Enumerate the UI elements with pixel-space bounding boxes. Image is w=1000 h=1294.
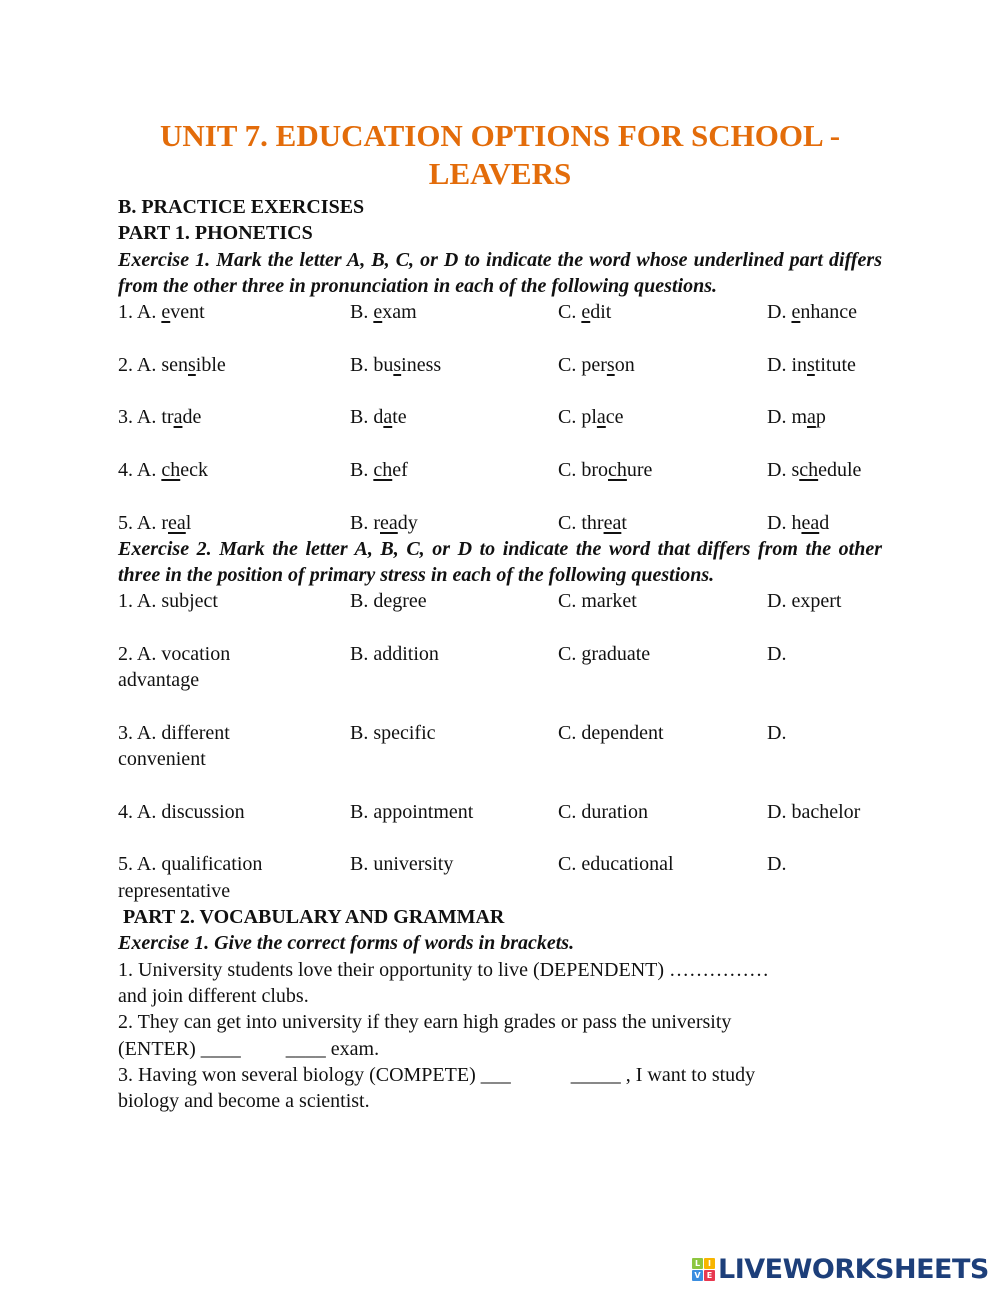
underlined-part: ch [608,458,627,481]
liveworksheets-logo [692,1254,989,1285]
option-text: B. [350,458,374,481]
question-line: 1. University students love their opportunity to live (DEPENDENT) …………… [118,958,770,981]
underlined-part: s [807,353,815,376]
answer-option [558,404,767,430]
question-line: biology and become a scientist. [118,1090,370,1113]
question-row [118,799,882,825]
answer-option: C. graduate [558,643,651,666]
answer-option [767,299,999,325]
option-text: D. h [767,511,802,534]
option-text: C. per [558,353,607,376]
logo-block: E [704,1270,715,1281]
underlined-part: ea [380,511,398,534]
logo-text: LIVEWORKSHEETS [718,1254,989,1285]
question-row [118,457,882,483]
logo-block: L [692,1258,703,1269]
answer-option [767,352,999,378]
question-row [118,588,882,614]
option-text: B. d [350,406,384,429]
answer-option: B. specific [350,721,436,744]
logo-block: I [704,1258,715,1269]
answer-option: B. university [350,853,454,876]
option-text: vent [170,301,205,324]
blank-line [118,773,882,799]
answer-option [558,510,767,536]
blank-line [118,825,882,851]
question-line: (ENTER) ____ ____ exam. [118,1037,380,1060]
underlined-part: e [791,301,801,324]
answer-option: B. addition [350,643,439,666]
answer-option [118,404,350,430]
underlined-part: s [393,353,402,376]
question-row [118,641,882,667]
underlined-part: ch [161,458,181,481]
option-text: l [185,511,192,534]
answer-option [767,510,999,536]
option-text: C. bro [558,458,608,481]
underlined-part: a [807,406,816,429]
answer-option [118,457,350,483]
option-text: B. r [350,511,380,534]
option-text: d [819,511,830,534]
wrapped-option: advantage [118,669,200,692]
answer-option: 3. A. different [118,721,230,744]
answer-option [118,352,350,378]
answer-option: C. dependent [558,721,664,744]
option-text: D. in [767,353,807,376]
part1-heading: PART 1. PHONETICS [118,222,313,245]
answer-option [767,404,999,430]
exercise1-questions [118,299,882,536]
option-text: on [614,353,635,376]
worksheet-content [118,194,882,1114]
option-text: C. pl [558,406,597,429]
answer-option: C. market [558,590,637,613]
option-text: nhance [800,301,857,324]
answer-option [350,404,558,430]
underlined-part: a [596,406,606,429]
option-text: edule [818,458,862,481]
blank-line [118,483,882,509]
question-row [118,352,882,378]
option-text: ce [605,406,624,429]
option-text: titute [814,353,856,376]
answer-option [118,510,350,536]
question-row [118,720,882,746]
question-row [118,299,882,325]
blank-line [118,378,882,404]
blank-line [118,325,882,351]
wrapped-option: representative [118,879,231,902]
underlined-part: a [173,406,183,429]
answer-option: 1. A. subject [118,590,218,613]
answer-option: B. appointment [350,800,474,823]
option-text: ure [626,458,653,481]
underlined-part: a [383,406,393,429]
question-line: 3. Having won several biology (COMPETE) ___ _____ , I want to study [118,1063,756,1086]
option-text: C. [558,301,582,324]
option-text: ef [392,458,408,481]
option-text: B. [350,301,374,324]
underlined-part: s [606,353,615,376]
exercise1-instruction: Exercise 1. Mark the letter A, B, C, or D to indicate the word whose underlined part differs from the other three in pronunciation in each of the following questions. [118,248,882,297]
answer-option [558,299,767,325]
option-text: B. bu [350,353,394,376]
answer-option: D. [767,643,787,666]
answer-option [350,352,558,378]
section-heading: B. PRACTICE EXERCISES [118,196,365,218]
option-text: eck [180,458,208,481]
question-row [118,404,882,430]
question-line: 2. They can get into university if they earn high grades or pass the university [118,1011,732,1034]
option-text: D. [767,301,792,324]
part2-exercise1-instruction: Exercise 1. Give the correct forms of words in brackets. [118,932,575,955]
option-text: D. s [767,458,800,481]
answer-option: C. duration [558,800,648,823]
option-text: dy [397,511,418,534]
blank-line [118,615,882,641]
answer-option: B. degree [350,590,427,613]
title-line-2: LEAVERS [428,156,572,191]
answer-option [350,299,558,325]
underlined-part: ea [168,511,186,534]
underlined-part: e [581,301,591,324]
blank-line [118,694,882,720]
option-text: D. m [767,406,807,429]
answer-option [350,510,558,536]
underlined-part: ch [373,458,393,481]
answer-option: D. bachelor [767,800,861,823]
option-text: 3. A. tr [118,406,174,429]
logo-blocks-icon [692,1258,715,1281]
blank-line [118,431,882,457]
option-text: 1. A. [118,301,162,324]
underlined-part: e [161,301,171,324]
option-text: dit [590,301,612,324]
option-text: 4. A. [118,458,162,481]
question-row [118,851,882,877]
option-text: t [621,511,627,534]
answer-option [767,457,999,483]
question-row [118,510,882,536]
wrapped-option: convenient [118,748,206,771]
underlined-part: s [188,353,196,376]
answer-option [558,457,767,483]
option-text: iness [401,353,442,376]
option-text: xam [382,301,417,324]
page-title [100,117,900,193]
underlined-part: ea [603,511,622,534]
option-text: p [815,406,826,429]
answer-option [350,457,558,483]
option-text: de [182,406,202,429]
option-text: 2. A. sen [118,353,188,376]
option-text: te [392,406,407,429]
option-text: C. thr [558,511,604,534]
answer-option: 4. A. discussion [118,800,245,823]
answer-option: D. expert [767,590,842,613]
exercise2-questions [118,588,882,904]
exercise2-instruction: Exercise 2. Mark the letter A, B, C, or D to indicate the word that differs from the other three in the position of primary stress in each of the following questions. [118,537,882,587]
underlined-part: ea [801,511,820,534]
answer-option: D. [767,853,787,876]
part2-exercise1-questions [118,957,882,1115]
answer-option [558,352,767,378]
question-line: and join different clubs. [118,984,309,1007]
logo-block: V [692,1270,703,1281]
underlined-part: e [373,301,383,324]
answer-option: C. educational [558,853,674,876]
option-text: 5. A. r [118,511,168,534]
answer-option: 2. A. vocation [118,643,231,666]
title-line-1: UNIT 7. EDUCATION OPTIONS FOR SCHOOL - [159,118,841,153]
part2-heading: PART 2. VOCABULARY AND GRAMMAR [118,906,505,929]
answer-option: D. [767,721,787,744]
answer-option: 5. A. qualification [118,853,263,876]
option-text: ible [195,353,226,376]
underlined-part: ch [799,458,819,481]
answer-option [118,299,350,325]
